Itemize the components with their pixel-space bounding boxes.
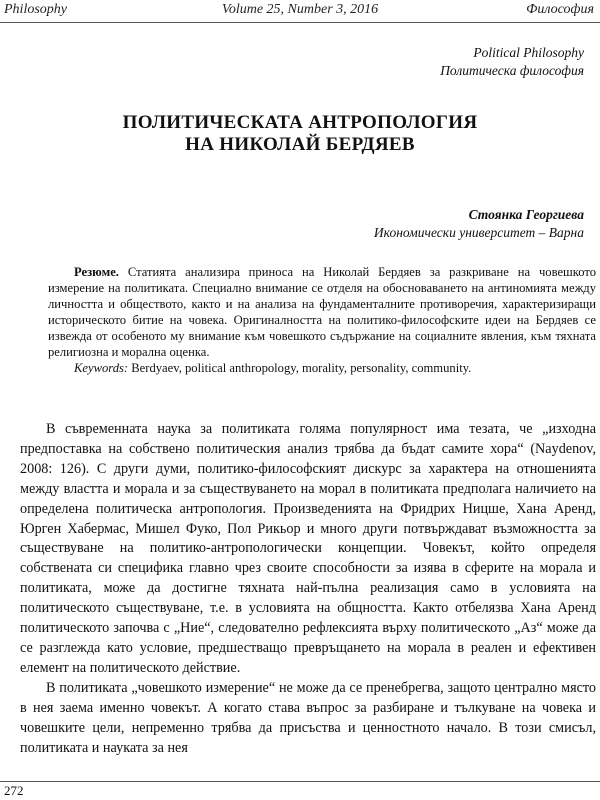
journal-name-bg: Философия — [526, 2, 594, 17]
body-paragraph-1: В съвременната наука за политиката голяма популярност има тезата, че „изходна предпоставка на собствено политическия анализ трябва да бъдат самите хора“ (Naydenov, 2008: 126). С други думи, политико-философският дискурс за характера на отношенията между властта и морала и за съществуването на морал в политиката предполага наличието на определена политическа антропология. Произведенията на Фридрих Ницше, Хана Аренд, Юрген Хабермас, Мишел Фуко, Пол Рикьор и много други потвърждават възможността за съществуване на политико-антропологически концепции. Човекът, който определя собствената си специфика главно чрез своите способности за изява в сферите на морала и политиката, може да достигне тяхната най-пълна реализация само в условията на политическото съществуване, т.е. в условията на общността. Както отбелязва Хана Аренд политическото започва с „Ние“, следователно рефлексията върху политическото „Аз“ може да се разглежда като условие, предшестващо превръщането на морала в реален и ефективен елемент на политическото действие. — [20, 421, 596, 676]
abstract-text: Статията анализира приноса на Николай Бердяев за разкриване на човешкото измерение на политиката. Специално внимание се отделя на обосноваването на антиномията между личността и обществото, както и на анализа на фундаменталните противоречия, характеризиращи историческото битие на човека. Оригиналността на политико-философските идеи на Бердяев се извежда от особеното му внимание към човешкото съдържание на социалните явления, към тяхната религиозна и морална оценка. — [48, 265, 596, 359]
page-number: 272 — [4, 783, 24, 798]
body-paragraph-2: В политиката „човешкото измерение“ не може да се пренебрегва, защото централно място в нея заема именно човекът. А когато става въпрос за разбиране и тълкуване на човека и човешките цели, непременно трябва да присъства и ценностното начало. В този смисъл, политиката и науката за нея — [20, 679, 596, 756]
title-line-1: ПОЛИТИЧЕСКАТА АНТРОПОЛОГИЯ — [122, 112, 478, 133]
section-heading — [440, 44, 584, 80]
article-body — [20, 420, 596, 758]
running-header — [0, 0, 600, 23]
abstract-label: Резюме. — [74, 265, 119, 279]
volume-info: Volume 25, Number 3, 2016 — [221, 2, 379, 17]
title-line-2: НА НИКОЛАЙ БЕРДЯЕВ — [185, 134, 415, 155]
keywords-text: Berdyaev, political anthropology, morality, personality, community. — [128, 361, 472, 375]
author-block — [374, 206, 584, 242]
author-name: Стоянка Георгиева — [468, 207, 584, 222]
abstract — [48, 264, 596, 376]
author-affiliation: Икономически университет – Варна — [373, 225, 584, 240]
journal-name: Philosophy — [4, 2, 67, 17]
article-title — [0, 112, 600, 156]
section-name-bg: Политическа философия — [440, 63, 584, 78]
section-name-en: Political Philosophy — [473, 45, 584, 60]
keywords-label: Keywords: — [74, 361, 129, 375]
keywords-line — [48, 360, 596, 376]
abstract-paragraph — [48, 264, 596, 360]
page-footer — [0, 781, 600, 800]
